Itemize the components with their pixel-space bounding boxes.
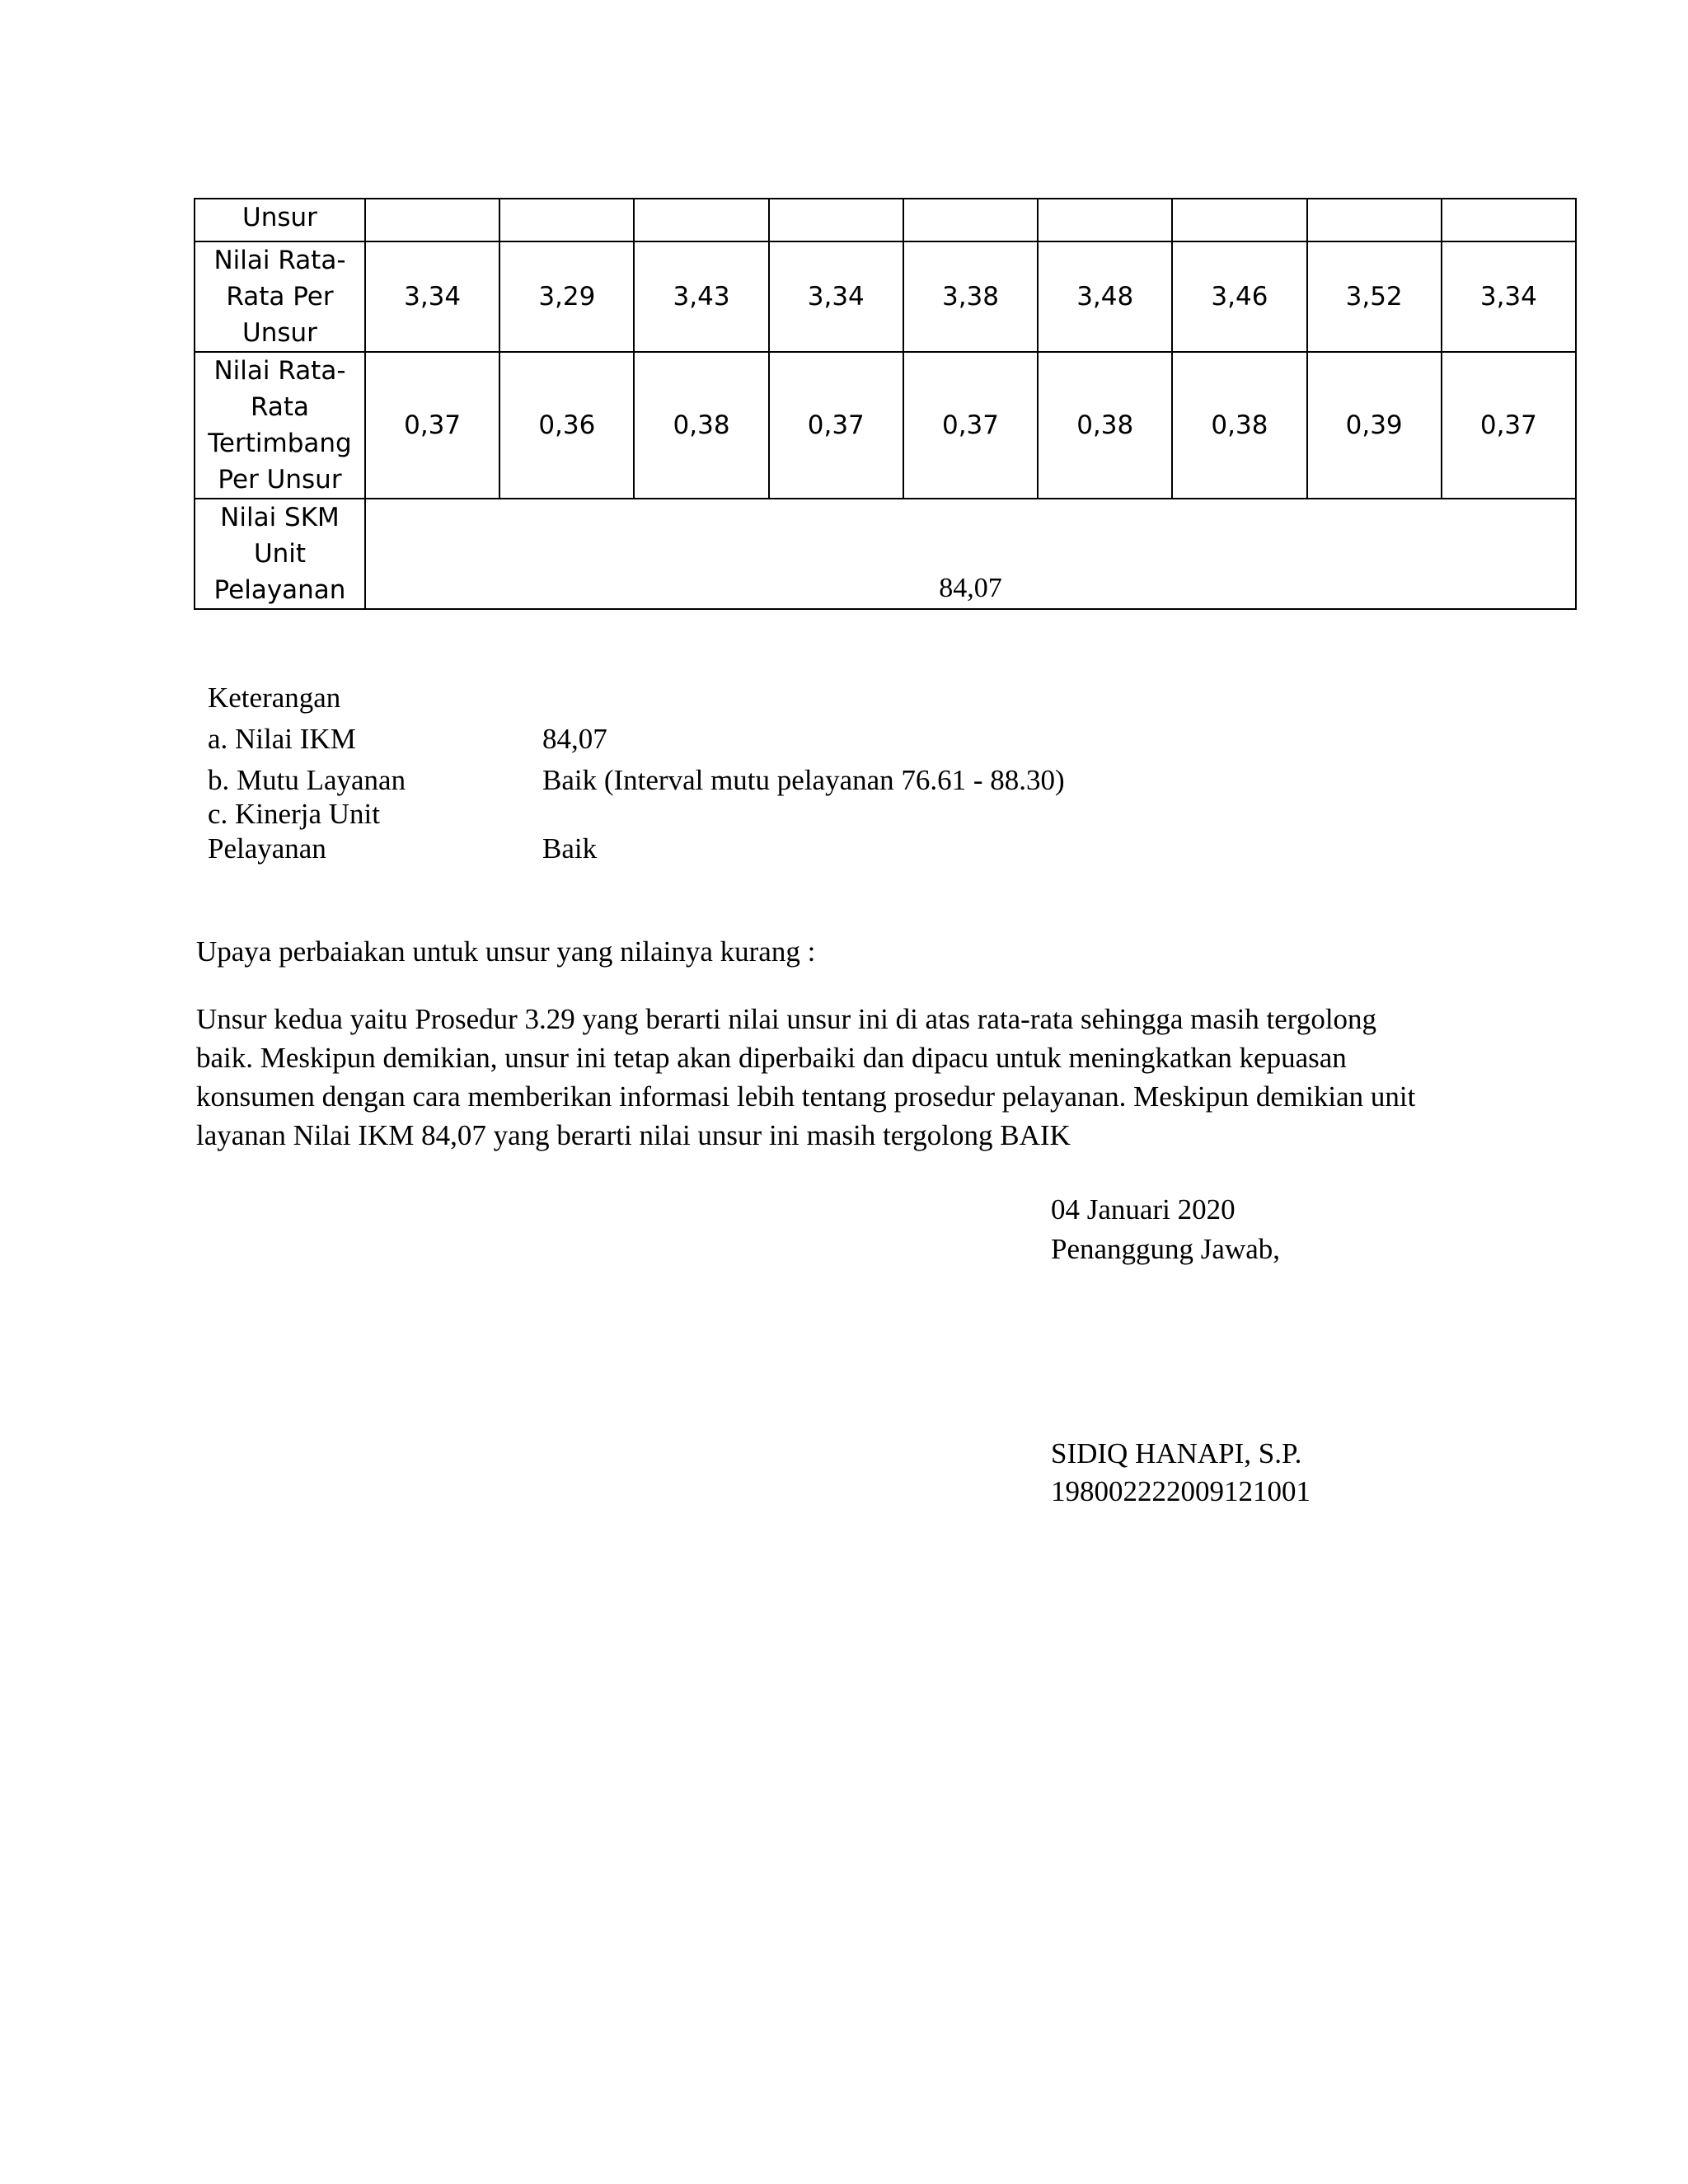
row-label-tertimbang	[195, 352, 365, 499]
label-line: Rata Per	[226, 282, 334, 312]
row-label-rata-rata	[195, 241, 365, 352]
table-cell	[365, 199, 499, 241]
table-row-rata-rata	[195, 241, 1576, 352]
keterangan-c-value: Baik	[542, 832, 598, 865]
table-cell: 3,43	[634, 241, 768, 352]
keterangan-b-value: Baik (Interval mutu pelayanan 76.61 - 88.30)	[542, 764, 1065, 796]
table-cell: 3,52	[1307, 241, 1442, 352]
table-cell: 3,46	[1172, 241, 1306, 352]
keterangan-a-value: 84,07	[542, 723, 607, 755]
label-line: Unit	[253, 539, 307, 569]
label-line: Nilai Rata-	[213, 356, 346, 386]
body-paragraph	[196, 1000, 1482, 1155]
label-line: Nilai Rata-	[213, 246, 346, 275]
table-cell: 0,37	[903, 352, 1038, 499]
row-label-skm	[195, 499, 365, 609]
row-label-unsur: Unsur	[195, 199, 365, 241]
signature-nip: 198002222009121001	[1051, 1475, 1311, 1507]
table-cell	[634, 199, 768, 241]
table-cell: 3,29	[499, 241, 634, 352]
label-line: Rata	[250, 392, 309, 422]
table-cell: 0,39	[1307, 352, 1442, 499]
paragraph-line: baik. Meskipun demikian, unsur ini tetap akan diperbaiki dan dipacu untuk meningkatkan kepuasan	[196, 1042, 1347, 1074]
keterangan-a-label: a. Nilai IKM	[208, 723, 356, 755]
table-cell: 3,48	[1038, 241, 1172, 352]
keterangan-c-label-line1: c. Kinerja Unit	[208, 798, 380, 830]
paragraph-line: konsumen dengan cara memberikan informasi lebih tentang prosedur pelayanan. Meskipun demikian unit	[196, 1080, 1416, 1113]
signature-role: Penanggung Jawab,	[1051, 1233, 1281, 1265]
table-row-skm	[195, 499, 1576, 609]
table-cell: 3,34	[365, 241, 499, 352]
keterangan-c-label-line2: Pelayanan	[208, 832, 326, 865]
skm-value: 84,07	[939, 573, 1002, 603]
table-cell	[1442, 199, 1576, 241]
upaya-heading: Upaya perbaiakan untuk unsur yang nilainya kurang :	[196, 935, 816, 968]
table-cell	[903, 199, 1038, 241]
label-line: Per Unsur	[218, 465, 342, 494]
table-cell: 0,38	[1172, 352, 1306, 499]
table-cell: 0,37	[769, 352, 903, 499]
skm-table	[194, 198, 1577, 610]
table-cell: 0,38	[634, 352, 768, 499]
table-cell: 0,37	[1442, 352, 1576, 499]
table-cell	[1172, 199, 1306, 241]
table-cell: 3,34	[1442, 241, 1576, 352]
signature-name: SIDIQ HANAPI, S.P.	[1051, 1437, 1302, 1469]
table-row-tertimbang	[195, 352, 1576, 499]
table-cell	[499, 199, 634, 241]
label-line: Nilai SKM	[220, 503, 340, 532]
label-line: Tertimbang	[208, 429, 352, 458]
table-cell: 3,38	[903, 241, 1038, 352]
label-line: Unsur	[242, 318, 317, 348]
table-row-unsur	[195, 199, 1576, 241]
keterangan-b-label: b. Mutu Layanan	[208, 764, 406, 796]
table-cell: 3,34	[769, 241, 903, 352]
table-cell: 0,38	[1038, 352, 1172, 499]
label-line: Pelayanan	[213, 575, 346, 605]
table-cell: 0,36	[499, 352, 634, 499]
skm-value-cell	[365, 499, 1576, 609]
paragraph-line: Unsur kedua yaitu Prosedur 3.29 yang berarti nilai unsur ini di atas rata-rata sehingga masih tergolong	[196, 1003, 1377, 1035]
paragraph-line: layanan Nilai IKM 84,07 yang berarti nilai unsur ini masih tergolong BAIK	[196, 1119, 1071, 1151]
table-cell	[1307, 199, 1442, 241]
signature-date: 04 Januari 2020	[1051, 1193, 1236, 1226]
table-cell: 0,37	[365, 352, 499, 499]
keterangan-title: Keterangan	[208, 682, 341, 714]
table-cell	[1038, 199, 1172, 241]
table-cell	[769, 199, 903, 241]
